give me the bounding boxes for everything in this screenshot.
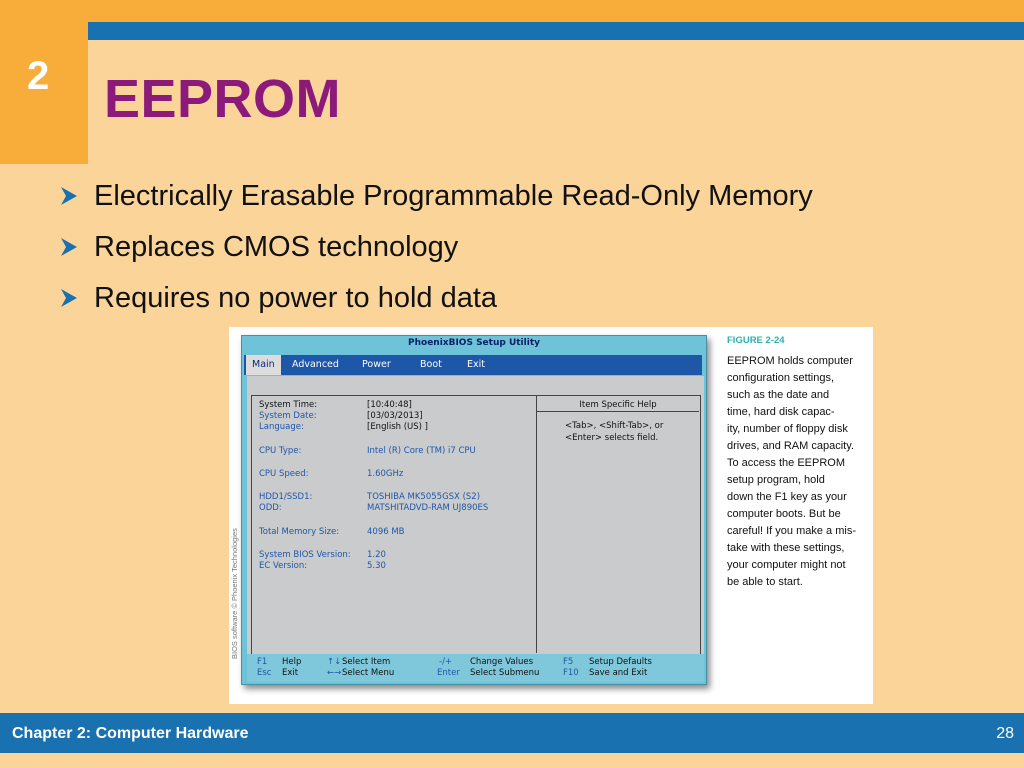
bios-key-action: Select Item xyxy=(342,657,391,667)
arrow-bullet-icon xyxy=(58,185,80,207)
bios-panel-divider xyxy=(536,395,537,653)
bios-menu-advanced: Advanced xyxy=(292,359,339,370)
bios-row-value: Intel (R) Core (TM) i7 CPU xyxy=(367,446,476,456)
bios-key: -/+ xyxy=(439,657,453,667)
top-blue-stripe xyxy=(88,22,1024,40)
bios-row-value: [English (US) ] xyxy=(367,422,428,432)
chapter-number: 2 xyxy=(27,54,50,98)
bios-key-action: Help xyxy=(282,657,302,667)
image-credit: BIOS software © Phoenix Technologies xyxy=(230,528,239,659)
bios-key: ←→ xyxy=(327,668,342,678)
bios-row-value: TOSHIBA MK5055GSX (S2) xyxy=(367,492,481,502)
bullet-text: Electrically Erasable Programmable Read-Only Memory xyxy=(94,180,813,212)
bios-key-action: Save and Exit xyxy=(589,668,648,678)
bios-row-value: [03/03/2013] xyxy=(367,411,423,421)
bios-row-label: CPU Type: xyxy=(259,446,302,456)
bios-help-title: Item Specific Help xyxy=(579,400,657,410)
bios-row-value: MATSHITADVD-RAM UJ890ES xyxy=(367,503,489,513)
bios-row-label: EC Version: xyxy=(259,561,308,571)
footer-bar xyxy=(0,713,1024,753)
bios-title: PhoenixBIOS Setup Utility xyxy=(408,338,540,348)
bios-row-value: 1.60GHz xyxy=(367,469,404,479)
bullet-text: Requires no power to hold data xyxy=(94,282,498,314)
bios-key: F5 xyxy=(563,657,574,667)
bios-row-label: Total Memory Size: xyxy=(259,527,340,537)
bios-row-label: CPU Speed: xyxy=(259,469,309,479)
bios-menu-bar xyxy=(244,355,702,375)
bios-menu-power: Power xyxy=(362,359,391,370)
bios-key-action: Setup Defaults xyxy=(589,657,652,667)
slide-title: EEPROM xyxy=(104,69,342,129)
bios-row-value: [10:40:48] xyxy=(367,400,412,410)
bios-help-rule xyxy=(537,411,699,412)
bios-key-legend xyxy=(247,654,704,682)
bios-key-action: Select Menu xyxy=(342,668,395,678)
top-accent-bar xyxy=(0,0,1024,22)
bios-key: F10 xyxy=(563,668,579,678)
bios-figure xyxy=(229,327,873,704)
bios-menu-main: Main xyxy=(246,355,281,375)
bios-row-value: 1.20 xyxy=(367,550,386,560)
bios-help-text: <Tab>, <Shift-Tab>, or <Enter> selects field. xyxy=(565,421,664,443)
bios-key: Enter xyxy=(437,668,460,678)
chapter-number-box xyxy=(0,22,88,164)
figure-caption: EEPROM holds computer configuration settings, such as the date and time, hard disk capac- ity, number of floppy disk drives, and RAM capacity. To access the EEPROM setup program, hold down the F1 key as your computer boots. But be careful! If you make a mis- take with these settings, your computer might not be able to start. xyxy=(727,355,856,588)
bios-menu-boot: Boot xyxy=(420,359,442,370)
bios-row-label: System Time: xyxy=(259,400,318,410)
page-number: 28 xyxy=(996,725,1014,742)
bios-key-action: Exit xyxy=(282,668,299,678)
bios-key-action: Select Submenu xyxy=(470,668,540,678)
arrow-bullet-icon xyxy=(58,236,80,258)
bullet-text: Replaces CMOS technology xyxy=(94,231,459,263)
bios-body xyxy=(247,376,704,654)
bios-row-label: ODD: xyxy=(259,503,282,513)
footer-chapter-title: Chapter 2: Computer Hardware xyxy=(12,725,249,742)
bios-row-value: 4096 MB xyxy=(367,527,405,537)
arrow-bullet-icon xyxy=(58,287,80,309)
bios-key-action: Change Values xyxy=(470,657,534,667)
bios-row-value: 5.30 xyxy=(367,561,386,571)
bios-key: Esc xyxy=(257,668,272,678)
bios-row-label: Language: xyxy=(259,422,304,432)
bios-row-label: System BIOS Version: xyxy=(259,550,351,560)
bios-menu-exit: Exit xyxy=(467,359,485,370)
bios-row-label: HDD1/SSD1: xyxy=(259,492,313,502)
bios-row-label: System Date: xyxy=(259,411,317,421)
bios-key: F1 xyxy=(257,657,268,667)
bios-screenshot xyxy=(241,335,707,685)
figure-label: FIGURE 2-24 xyxy=(727,335,785,346)
bios-key: ↑↓ xyxy=(327,657,342,667)
